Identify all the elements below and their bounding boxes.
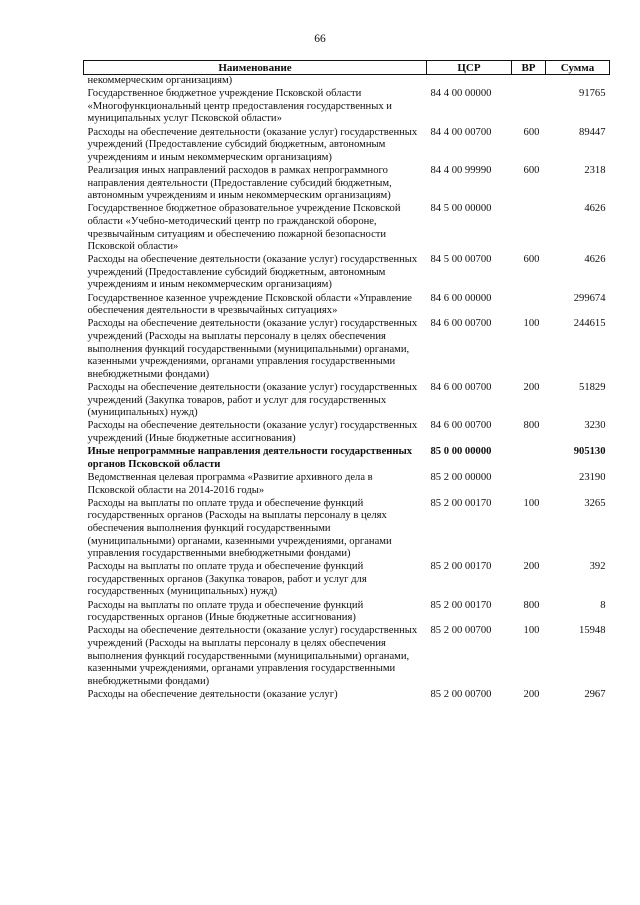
row-sum-cell: 23190	[579, 471, 606, 483]
row-sum-cell: 2967	[584, 689, 606, 700]
table-body	[84, 75, 610, 702]
row-csr-cell: 84 6 00 00000	[430, 292, 492, 304]
row-name-cell: Расходы на обеспечение деятельности (оказание услуг)	[87, 689, 338, 700]
row-vr-cell: 600	[523, 254, 540, 266]
row-vr-cell: 600	[523, 126, 540, 138]
page-number: 66	[314, 33, 326, 45]
row-csr-cell: 84 6 00 00700	[430, 420, 492, 432]
row-sum-cell: 3265	[584, 497, 606, 509]
table-row	[84, 497, 610, 561]
column-header-sum: Сумма	[546, 61, 610, 75]
row-name-cell: Расходы на выплаты по оплате труда и обеспечение функций государственных органов (Расходы на выплаты персоналу в целях обеспечения выполнения функций государственными (муниципальными) органами, казенными учреждениями, органами управления государственными внебюджетными фондами)	[87, 497, 392, 560]
row-vr-cell	[512, 471, 546, 497]
row-vr-cell: 200	[523, 689, 540, 700]
row-name-cell: Реализация иных направлений расходов в рамках непрограммного направления деятельности (Предоставление субсидий бюджетным, автономным учреждениям и иным некоммерческим организациям)	[87, 164, 392, 202]
row-sum-cell: 15948	[579, 625, 606, 637]
table-row	[84, 688, 610, 701]
row-vr-cell	[512, 446, 546, 472]
table-row	[84, 75, 610, 88]
row-csr-cell: 84 6 00 00700	[430, 382, 492, 393]
row-sum-cell: 89447	[579, 126, 606, 138]
row-name-cell: Иные непрограммные направления деятельности государственных органов Псковской области	[87, 446, 413, 470]
row-sum-cell: 8	[600, 599, 606, 611]
row-csr-cell: 85 2 00 00170	[430, 497, 492, 509]
row-vr-cell: 800	[523, 599, 540, 611]
row-vr-cell: 100	[523, 318, 540, 330]
row-csr-cell: 84 4 00 00700	[430, 126, 492, 138]
row-vr-cell	[512, 203, 546, 254]
table-row	[84, 420, 610, 446]
row-csr-cell: 85 2 00 00700	[430, 625, 492, 637]
row-csr-cell: 84 5 00 00700	[430, 254, 492, 266]
table-row	[84, 625, 610, 689]
row-sum-cell: 2318	[584, 164, 606, 176]
row-sum-cell: 4626	[584, 254, 606, 266]
row-vr-cell	[512, 88, 546, 126]
header-row	[84, 61, 610, 75]
row-sum-cell: 91765	[579, 88, 606, 100]
row-vr-cell: 200	[523, 382, 540, 393]
row-csr-cell: 85 0 00 00000	[430, 446, 492, 458]
row-sum-cell: 244615	[573, 318, 606, 330]
row-csr-cell	[427, 75, 512, 88]
table-header	[84, 61, 610, 75]
column-header-csr: ЦСР	[427, 61, 512, 75]
row-vr-cell: 100	[523, 497, 540, 509]
row-name-cell: Расходы на выплаты по оплате труда и обеспечение функций государственных органов (Закупка товаров, работ и услуг для государственных (муниципальных) нужд)	[87, 561, 367, 598]
row-name-cell: Расходы на выплаты по оплате труда и обеспечение функций государственных органов (Иные бюджетные ассигнования)	[87, 599, 364, 624]
row-csr-cell: 85 2 00 00170	[430, 599, 492, 611]
row-sum-cell	[546, 75, 610, 88]
table-row	[84, 471, 610, 497]
row-sum-cell: 51829	[579, 382, 606, 393]
row-csr-cell: 85 2 00 00000	[430, 471, 492, 483]
row-csr-cell: 84 4 00 00000	[430, 88, 492, 100]
row-sum-cell: 299674	[573, 292, 606, 304]
row-name-cell: Расходы на обеспечение деятельности (оказание услуг) государственных учреждений (Закупка товаров, работ и услуг для государственных (муниципальных) нужд)	[87, 382, 418, 419]
table-row	[84, 381, 610, 419]
row-sum-cell: 392	[589, 561, 606, 573]
row-name-cell: Расходы на обеспечение деятельности (оказание услуг) государственных учреждений (Предоставление субсидий бюджетным, автономным учреждениям и иным некоммерческим организациям)	[87, 254, 418, 291]
budget-table	[83, 60, 610, 702]
row-name-cell: Ведомственная целевая программа «Развитие архивного дела в Псковской области на 2014-2016 годы»	[87, 471, 373, 496]
row-csr-cell: 84 5 00 00000	[430, 203, 492, 215]
table-row	[84, 446, 610, 472]
table-row	[84, 318, 610, 382]
row-csr-cell: 85 2 00 00170	[430, 561, 492, 573]
row-csr-cell: 85 2 00 00700	[430, 689, 492, 700]
row-vr-cell	[512, 75, 546, 88]
table-row	[84, 292, 610, 318]
row-vr-cell: 600	[523, 164, 540, 176]
table-row	[84, 203, 610, 254]
table-row	[84, 599, 610, 625]
column-header-vr: ВР	[512, 61, 546, 75]
row-csr-cell: 84 6 00 00700	[430, 318, 492, 330]
table-row	[84, 164, 610, 202]
row-vr-cell	[512, 292, 546, 318]
table-row	[84, 88, 610, 126]
row-vr-cell: 100	[523, 625, 540, 637]
column-header-name: Наименование	[84, 61, 427, 75]
row-name-cell: Расходы на обеспечение деятельности (оказание услуг) государственных учреждений (Расходы на выплаты персоналу в целях обеспечения выполнения функций государственными (муниципальными) органами, казенными учреждениями, органами управления государственными внебюджетными фондами)	[87, 625, 418, 687]
row-name-cell: некоммерческим организациям)	[87, 75, 233, 86]
table-row	[84, 254, 610, 292]
row-name-cell: Государственное казенное учреждение Псковской области «Управление обеспечения деятельности в чрезвычайных ситуациях»	[87, 292, 412, 317]
row-name-cell: Расходы на обеспечение деятельности (оказание услуг) государственных учреждений (Расходы на выплаты персоналу в целях обеспечения выполнения функций государственными (муниципальными) органами, казенными учреждениями, органами управления государственными внебюджетными фондами)	[87, 318, 418, 380]
row-name-cell: Расходы на обеспечение деятельности (оказание услуг) государственных учреждений (Иные бюджетные ассигнования)	[87, 420, 418, 444]
row-vr-cell: 200	[523, 561, 540, 573]
row-name-cell: Расходы на обеспечение деятельности (оказание услуг) государственных учреждений (Предоставление субсидий бюджетным, автономным учреждениям и иным некоммерческим организациям)	[87, 126, 418, 163]
row-sum-cell: 4626	[584, 203, 606, 215]
row-vr-cell: 800	[523, 420, 540, 432]
table-row	[84, 126, 610, 164]
row-name-cell: Государственное бюджетное образовательное учреждение Псковской области «Учебно-методический центр по гражданской обороне, чрезвычайным ситуациям и обеспечению пожарной безопасности Псковской области»	[87, 203, 401, 253]
row-sum-cell: 905130	[573, 446, 606, 458]
row-csr-cell: 84 4 00 99990	[430, 164, 492, 176]
row-sum-cell: 3230	[584, 420, 606, 432]
row-name-cell: Государственное бюджетное учреждение Псковской области «Многофункциональный центр предоставления государственных и муниципальных услуг Псковской области»	[87, 88, 392, 125]
table-row	[84, 561, 610, 599]
